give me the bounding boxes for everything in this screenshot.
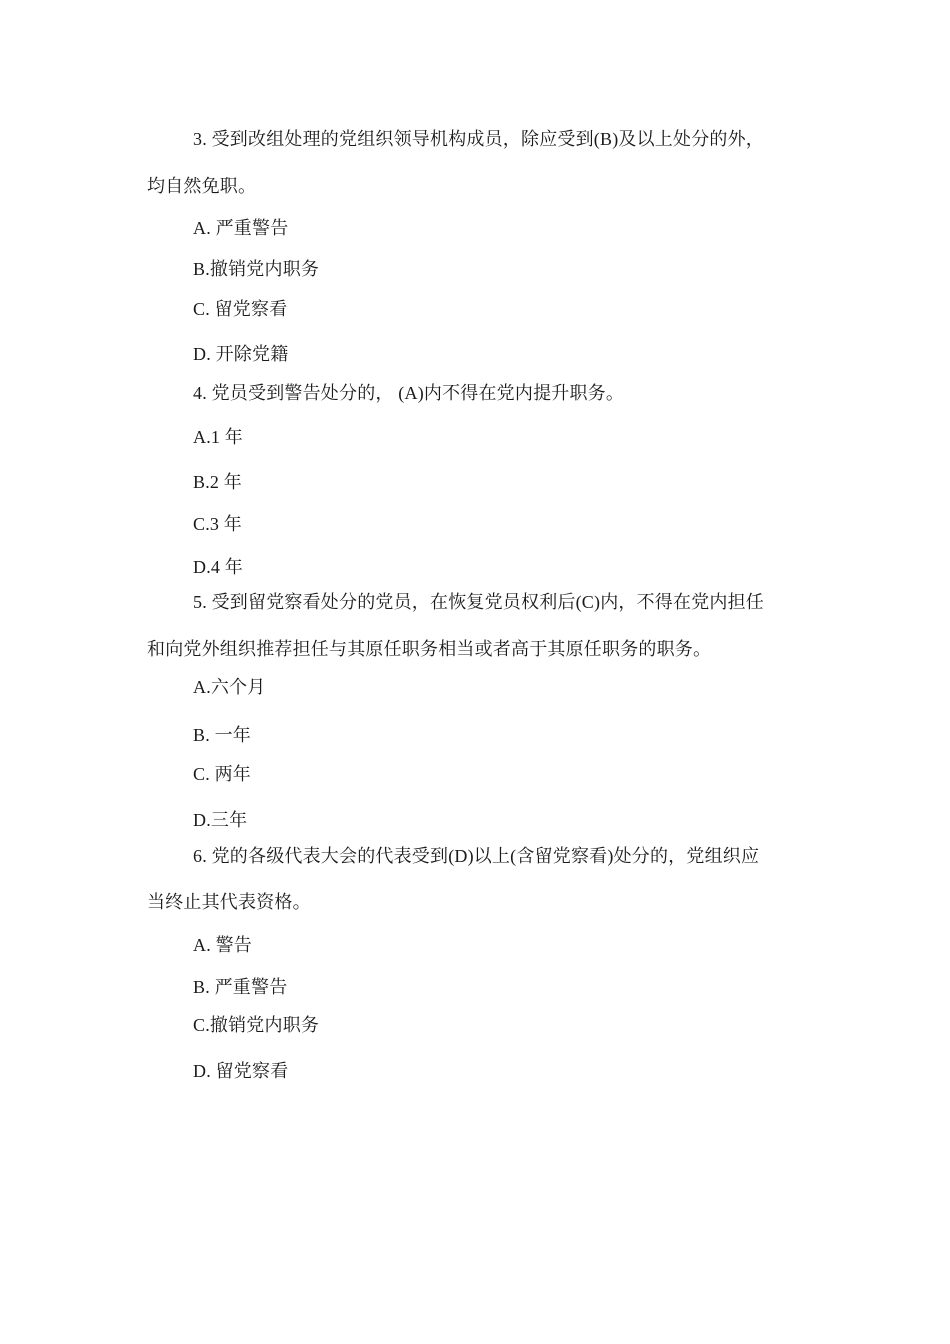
question-3-option-d: D. 开除党籍 [193, 344, 289, 364]
question-4-option-b: B.2 年 [193, 472, 243, 492]
question-5-option-b: B. 一年 [193, 725, 252, 745]
question-4-text: 4. 党员受到警告处分的， (A)内不得在党内提升职务。 [193, 383, 625, 403]
question-3-text: 3. 受到改组处理的党组织领导机构成员，除应受到(B)及以上处分的外， [193, 129, 764, 149]
question-6-option-c: C.撤销党内职务 [193, 1015, 320, 1035]
question-3-option-a: A. 严重警告 [193, 218, 289, 238]
question-6-option-d: D. 留党察看 [193, 1061, 289, 1081]
question-5-option-a: A.六个月 [193, 677, 266, 697]
question-4-option-c: C.3 年 [193, 514, 243, 534]
question-6-option-a: A. 警告 [193, 935, 252, 955]
question-3-text-continued: 均自然免职。 [147, 176, 257, 196]
question-5-text-continued: 和向党外组织推荐担任与其原任职务相当或者高于其原任职务的职务。 [147, 639, 712, 659]
question-5-option-d: D.三年 [193, 810, 248, 830]
question-5-option-c: C. 两年 [193, 764, 252, 784]
question-6-text: 6. 党的各级代表大会的代表受到(D)以上(含留党察看)处分的，党组织应 [193, 846, 760, 866]
question-6-option-b: B. 严重警告 [193, 977, 288, 997]
question-4-option-d: D.4 年 [193, 557, 243, 577]
question-3-option-b: B.撤销党内职务 [193, 259, 320, 279]
question-5-text: 5. 受到留党察看处分的党员，在恢复党员权利后(C)内，不得在党内担任 [193, 592, 764, 612]
question-4-option-a: A.1 年 [193, 427, 243, 447]
question-3-option-c: C. 留党察看 [193, 299, 288, 319]
question-6-text-continued: 当终止其代表资格。 [147, 892, 311, 912]
